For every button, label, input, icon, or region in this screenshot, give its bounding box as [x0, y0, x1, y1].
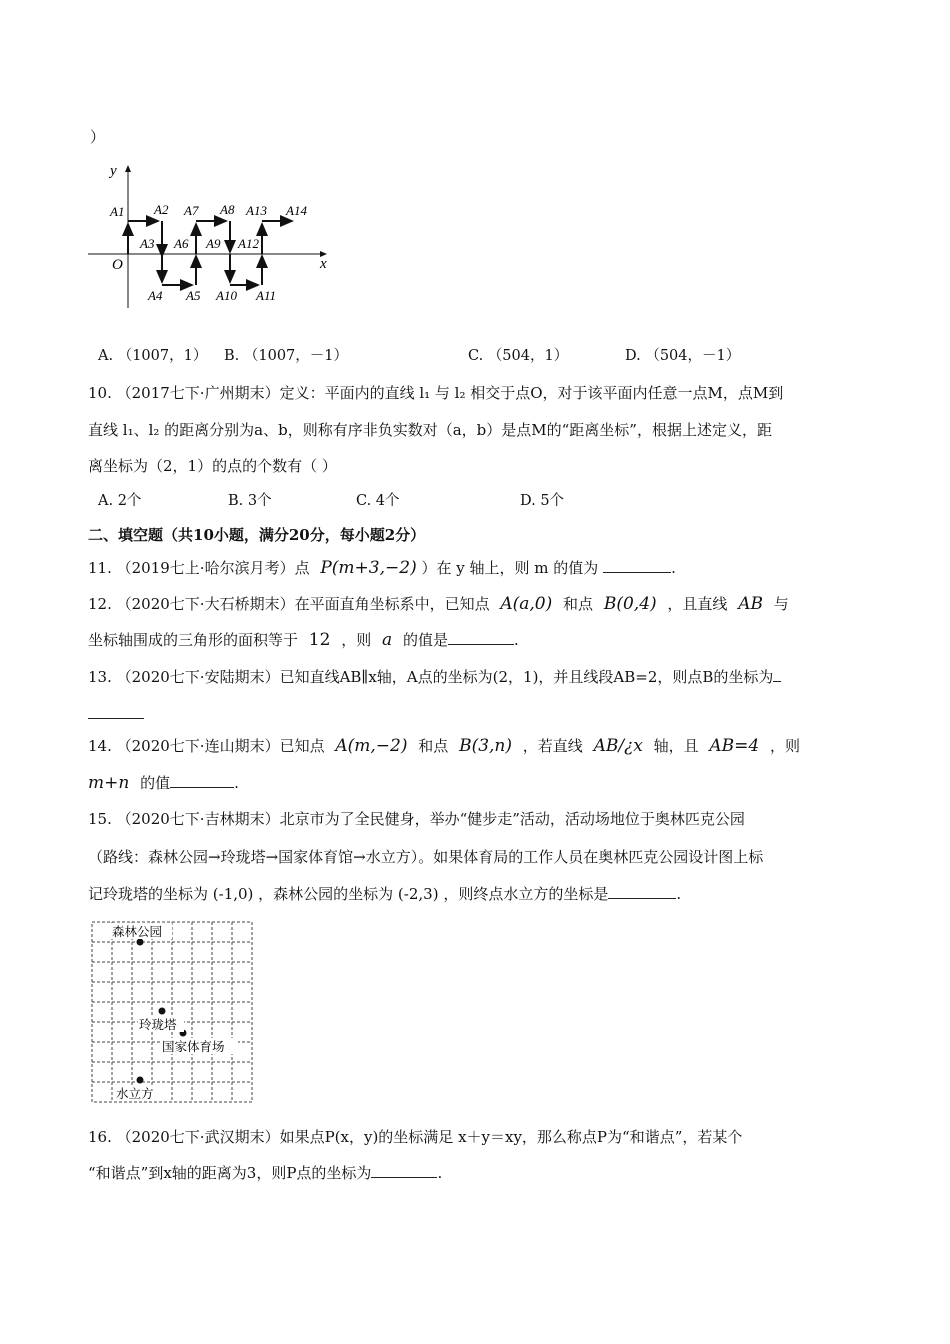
label-A9: A9	[206, 236, 221, 251]
label-A4: A4	[148, 288, 163, 303]
q13-text: 13. （2020七下·安陆期末）已知直线AB∥x轴，A点的坐标为(2，1)，并且线段AB=2，则点B的坐标为	[88, 668, 774, 686]
label-A10: A10	[216, 288, 237, 303]
q12-mid2: ，且直线	[667, 595, 728, 613]
q15-end: .	[676, 885, 682, 903]
q13-blank-start	[773, 681, 781, 682]
q14-length: AB=4	[709, 736, 760, 756]
q11-math: P(m+3,−2)	[320, 558, 417, 578]
q10-option-d: D. 5个	[520, 493, 565, 509]
q12-point-b: B(0,4)	[603, 594, 657, 614]
q16-line2-text: “和谐点”到x轴的距离为3，则P点的坐标为	[88, 1164, 372, 1182]
q10-line2: 直线 l₁、l₂ 的距离分别为a、b，则称有序非负实数对（a，b）是点M的“距离坐标”，根据上述定义，距	[88, 421, 772, 439]
section-heading: 二、填空题（共10小题，满分20分，每小题2分）	[88, 526, 426, 544]
q13-answer-blank[interactable]	[88, 700, 144, 719]
q14-point-b: B(3,n)	[459, 736, 513, 756]
q10-option-b: B. 3个	[228, 493, 272, 509]
q12-answer-blank[interactable]	[448, 644, 514, 645]
q16-answer-blank[interactable]	[371, 1177, 437, 1178]
q15-line3	[88, 883, 681, 905]
q15-line3-text: 记玲珑塔的坐标为 (-1,0) ，森林公园的坐标为 (-2,3) ，则终点水立方的坐标是	[88, 885, 609, 903]
q15-answer-blank[interactable]	[608, 898, 676, 899]
q14-mid2: ，若直线	[522, 737, 583, 755]
label-A7: A7	[184, 203, 199, 218]
q10-line3: 离坐标为（2，1）的点的个数有（ ）	[88, 457, 337, 475]
q16-line2	[88, 1162, 442, 1184]
q9-option-b: B. （1007，－1）	[224, 348, 349, 364]
q9-option-d: D. （504，－1）	[625, 348, 741, 364]
q12-line-ab: AB	[738, 594, 763, 614]
q12-point-a: A(a,0)	[500, 594, 553, 614]
label-A12: A12	[238, 236, 259, 251]
q12-line2-suffix: 的值是	[402, 631, 448, 649]
q12-tail: 与	[773, 595, 789, 613]
q11-prefix: 11. （2019七上·哈尔滨月考）点	[88, 559, 310, 577]
q9-option-c: C. （504，1）	[468, 348, 569, 364]
q12-area: 12	[308, 630, 331, 650]
q14-prefix: 14. （2020七下·连山期末）已知点	[88, 737, 325, 755]
q9-figure	[88, 158, 348, 308]
q14-parallel: AB/¿x	[593, 736, 643, 756]
origin-label: O	[112, 257, 123, 273]
q12-prefix: 12. （2020七下·大石桥期末）在平面直角坐标系中，已知点	[88, 595, 490, 613]
q10-line1: 10. （2017七下·广州期末）定义：平面内的直线 l₁ 与 l₂ 相交于点O，对于该平面内任意一点M，点M到	[88, 384, 784, 402]
q12-line2	[88, 629, 519, 651]
q12-line1	[88, 593, 789, 615]
q14-tail: ，则	[770, 737, 801, 755]
label-water-cube: 水立方	[116, 1086, 154, 1101]
label-A5: A5	[186, 288, 201, 303]
q15-line2: （路线：森林公园→玲珑塔→国家体育馆→水立方）。如果体育局的工作人员在奥林匹克公园设计图上标	[88, 848, 764, 866]
q9-closing-paren: ）	[90, 128, 106, 146]
label-A6: A6	[174, 236, 189, 251]
label-tower: 玲珑塔	[139, 1017, 177, 1032]
q10-option-a: A. 2个	[98, 493, 142, 509]
q14-end: .	[234, 774, 239, 792]
q14-line1	[88, 735, 800, 757]
q14-mid3: 轴，且	[653, 737, 699, 755]
tower-point	[159, 1008, 166, 1015]
forest-park-point	[137, 939, 144, 946]
label-A1: A1	[110, 204, 125, 219]
q11-answer-blank[interactable]	[603, 572, 671, 573]
q12-line2-prefix: 坐标轴围成的三角形的面积等于	[88, 631, 299, 649]
axis-y-label: y	[110, 163, 117, 179]
q13-line1	[88, 666, 781, 688]
q9-option-a: A. （1007，1）	[98, 348, 208, 364]
q15-map-figure	[90, 920, 256, 1106]
q11-end: .	[671, 559, 676, 577]
label-A2: A2	[154, 202, 169, 217]
q11	[88, 557, 676, 579]
q16-line1: 16. （2020七下·武汉期末）如果点P(x，y)的坐标满足 x＋y＝xy，那么称点P为“和谐点”，若某个	[88, 1128, 743, 1146]
q12-line2-mid: ，则	[341, 631, 372, 649]
label-forest-park: 森林公园	[112, 924, 163, 939]
q14-answer-blank[interactable]	[170, 787, 234, 788]
q10-option-c: C. 4个	[356, 493, 400, 509]
label-stadium: 国家体育场	[162, 1039, 225, 1054]
axis-x-label: x	[320, 256, 327, 272]
q14-sum: m+n	[88, 773, 130, 793]
q14-point-a: A(m,−2)	[335, 736, 408, 756]
label-A3: A3	[140, 236, 155, 251]
q12-mid: 和点	[563, 595, 594, 613]
label-A8: A8	[220, 202, 235, 217]
water-cube-point	[137, 1077, 144, 1084]
label-A13: A13	[246, 203, 267, 218]
q15-line1: 15. （2020七下·吉林期末）北京市为了全民健身，举办“健步走”活动，活动场地位于奥林匹克公园	[88, 810, 745, 828]
q14-line2-suffix: 的值	[140, 774, 171, 792]
q12-end: .	[513, 631, 519, 649]
q12-var-a: a	[382, 630, 393, 650]
q14-line2	[88, 772, 239, 794]
q14-mid: 和点	[418, 737, 449, 755]
label-A11: A11	[256, 288, 276, 303]
q11-suffix: ）在 y 轴上，则 m 的值为	[421, 559, 599, 577]
q16-end: .	[437, 1164, 443, 1182]
label-A14: A14	[286, 203, 307, 218]
